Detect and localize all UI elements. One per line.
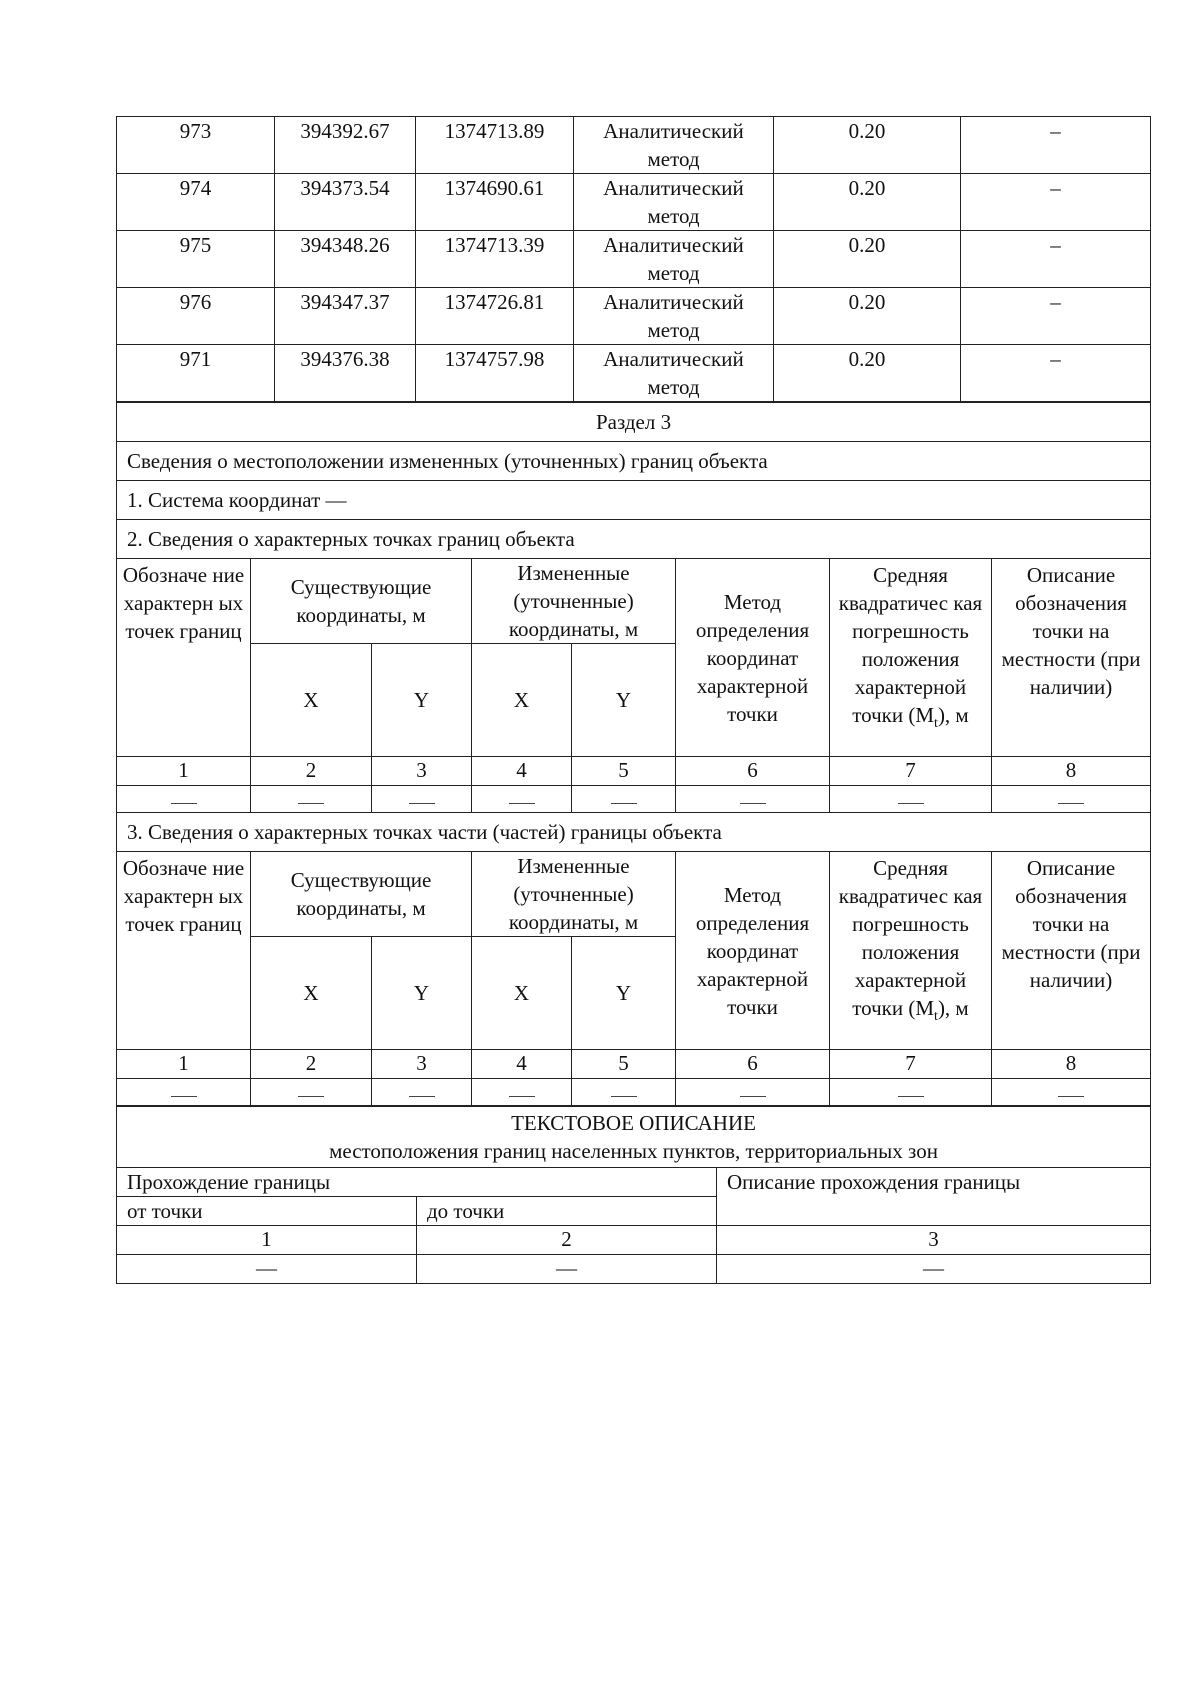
empty-cell <box>472 1079 572 1106</box>
empty-cell <box>830 786 992 813</box>
point-number: 976 <box>117 288 275 345</box>
description: – <box>961 345 1151 402</box>
description: – <box>961 117 1151 174</box>
method <box>574 231 774 288</box>
dash-mark <box>898 803 924 804</box>
method-line-2: метод <box>647 318 700 342</box>
points-header <box>117 559 1151 813</box>
col-description: Описание обозначения точки на местности (при наличии) <box>992 852 1151 1050</box>
col-y: Y <box>572 937 676 1050</box>
dash-mark <box>898 1096 924 1097</box>
col-y: Y <box>572 644 676 757</box>
col-number: 6 <box>676 757 830 786</box>
empty-cell <box>676 1079 830 1106</box>
col-designation: Обозначе ние характерн ых точек границ <box>117 852 251 1050</box>
col-number: 6 <box>676 1050 830 1079</box>
point-number: 973 <box>117 117 275 174</box>
empty-cell <box>472 786 572 813</box>
empty-cell: — <box>417 1255 717 1284</box>
col-number: 1 <box>117 1050 251 1079</box>
col-number: 4 <box>472 757 572 786</box>
dash-mark <box>171 1096 197 1097</box>
dash-mark <box>1058 803 1084 804</box>
accuracy-sub: t <box>934 1009 938 1025</box>
coordinate-row <box>117 345 1151 402</box>
dash-mark <box>611 1096 637 1097</box>
method <box>574 117 774 174</box>
col-accuracy <box>830 852 992 1050</box>
parts-title: 3. Сведения о характерных точках части (частей) границы объекта <box>117 813 1151 852</box>
desc-label: Описание прохождения границы <box>717 1168 1151 1226</box>
col-number: 5 <box>572 757 676 786</box>
text-desc-title: ТЕКСТОВОЕ ОПИСАНИЕ <box>511 1111 756 1135</box>
col-number: 2 <box>417 1226 717 1255</box>
accuracy-unit: ), м <box>937 703 969 727</box>
empty-cell <box>992 786 1151 813</box>
method <box>574 174 774 231</box>
accuracy: 0.20 <box>774 345 961 402</box>
empty-cell <box>251 786 372 813</box>
empty-cell <box>117 786 251 813</box>
col-designation: Обозначе ние характерн ых точек границ <box>117 559 251 757</box>
method-line-1: Аналитический <box>603 290 744 314</box>
pass-label: Прохождение границы <box>117 1168 717 1197</box>
empty-cell <box>572 1079 676 1106</box>
to-label: до точки <box>417 1197 717 1226</box>
method-line-1: Аналитический <box>603 176 744 200</box>
y-coordinate: 1374713.39 <box>416 231 574 288</box>
method-line-2: метод <box>647 375 700 399</box>
accuracy-label: Средняя квадратичес кая погрешность положения характерной точки (M <box>838 856 983 1020</box>
col-accuracy <box>830 559 992 757</box>
col-number: 7 <box>830 757 992 786</box>
dash-mark <box>509 803 535 804</box>
empty-cell: — <box>117 1255 417 1284</box>
y-coordinate: 1374690.61 <box>416 174 574 231</box>
text-description-table <box>116 1106 1151 1284</box>
coordinate-row <box>117 117 1151 174</box>
y-coordinate: 1374713.89 <box>416 117 574 174</box>
col-x: X <box>251 644 372 757</box>
document-page <box>116 116 1150 1284</box>
col-number: 3 <box>372 757 472 786</box>
method <box>574 288 774 345</box>
dash-mark <box>740 803 766 804</box>
dash-mark <box>409 1096 435 1097</box>
description: – <box>961 174 1151 231</box>
method-line-1: Аналитический <box>603 347 744 371</box>
col-number: 7 <box>830 1050 992 1079</box>
col-x: X <box>251 937 372 1050</box>
points-title: 2. Сведения о характерных точках границ объекта <box>117 520 1151 559</box>
empty-cell <box>372 1079 472 1106</box>
parts-header <box>117 852 1151 1106</box>
col-existing: Существующие координаты, м <box>251 852 472 937</box>
col-number: 4 <box>472 1050 572 1079</box>
accuracy: 0.20 <box>774 231 961 288</box>
point-number: 971 <box>117 345 275 402</box>
dash-mark <box>1058 1096 1084 1097</box>
col-method: Метод определения координат характерной точки <box>676 559 830 757</box>
accuracy: 0.20 <box>774 288 961 345</box>
col-x: X <box>472 644 572 757</box>
coordinates-table <box>116 116 1151 402</box>
dash-mark <box>509 1096 535 1097</box>
col-method: Метод определения координат характерной точки <box>676 852 830 1050</box>
dash-mark <box>740 1096 766 1097</box>
col-number: 8 <box>992 1050 1151 1079</box>
method-line-2: метод <box>647 204 700 228</box>
col-number: 3 <box>372 1050 472 1079</box>
accuracy: 0.20 <box>774 117 961 174</box>
coordinate-row <box>117 231 1151 288</box>
description: – <box>961 231 1151 288</box>
dash-mark <box>171 803 197 804</box>
empty-cell <box>372 786 472 813</box>
empty-cell <box>992 1079 1151 1106</box>
coordinate-row <box>117 174 1151 231</box>
text-desc-subtitle: местоположения границ населенных пунктов, территориальных зон <box>329 1139 938 1163</box>
empty-cell: — <box>717 1255 1151 1284</box>
accuracy: 0.20 <box>774 174 961 231</box>
method-line-1: Аналитический <box>603 119 744 143</box>
col-number: 2 <box>251 1050 372 1079</box>
x-coordinate: 394376.38 <box>275 345 416 402</box>
x-coordinate: 394348.26 <box>275 231 416 288</box>
col-y: Y <box>372 644 472 757</box>
section-subtitle: Сведения о местоположении измененных (уточненных) границ объекта <box>117 442 1151 481</box>
dash-mark <box>611 803 637 804</box>
dash-mark <box>298 1096 324 1097</box>
y-coordinate: 1374726.81 <box>416 288 574 345</box>
description: – <box>961 288 1151 345</box>
accuracy-sub: t <box>934 716 938 732</box>
col-x: X <box>472 937 572 1050</box>
accuracy-unit: ), м <box>937 996 969 1020</box>
col-description: Описание обозначения точки на местности (при наличии) <box>992 559 1151 757</box>
col-changed: Измененные (уточненные) координаты, м <box>472 852 676 937</box>
x-coordinate: 394373.54 <box>275 174 416 231</box>
section-3-table <box>116 402 1151 1106</box>
empty-cell <box>676 786 830 813</box>
coordinate-row <box>117 288 1151 345</box>
method-line-2: метод <box>647 147 700 171</box>
empty-cell <box>251 1079 372 1106</box>
col-number: 5 <box>572 1050 676 1079</box>
point-number: 974 <box>117 174 275 231</box>
y-coordinate: 1374757.98 <box>416 345 574 402</box>
empty-cell <box>572 786 676 813</box>
col-y: Y <box>372 937 472 1050</box>
x-coordinate: 394347.37 <box>275 288 416 345</box>
col-number: 2 <box>251 757 372 786</box>
col-existing: Существующие координаты, м <box>251 559 472 644</box>
col-changed: Измененные (уточненные) координаты, м <box>472 559 676 644</box>
accuracy-label: Средняя квадратичес кая погрешность положения характерной точки (M <box>838 563 983 727</box>
dash-mark <box>298 803 324 804</box>
col-number: 1 <box>117 1226 417 1255</box>
method <box>574 345 774 402</box>
col-number: 3 <box>717 1226 1151 1255</box>
x-coordinate: 394392.67 <box>275 117 416 174</box>
col-number: 8 <box>992 757 1151 786</box>
method-line-1: Аналитический <box>603 233 744 257</box>
point-number: 975 <box>117 231 275 288</box>
empty-cell <box>117 1079 251 1106</box>
section-title: Раздел 3 <box>117 403 1151 442</box>
method-line-2: метод <box>647 261 700 285</box>
col-number: 1 <box>117 757 251 786</box>
dash-mark <box>409 803 435 804</box>
from-label: от точки <box>117 1197 417 1226</box>
empty-cell <box>830 1079 992 1106</box>
coord-system: 1. Система координат — <box>117 481 1151 520</box>
